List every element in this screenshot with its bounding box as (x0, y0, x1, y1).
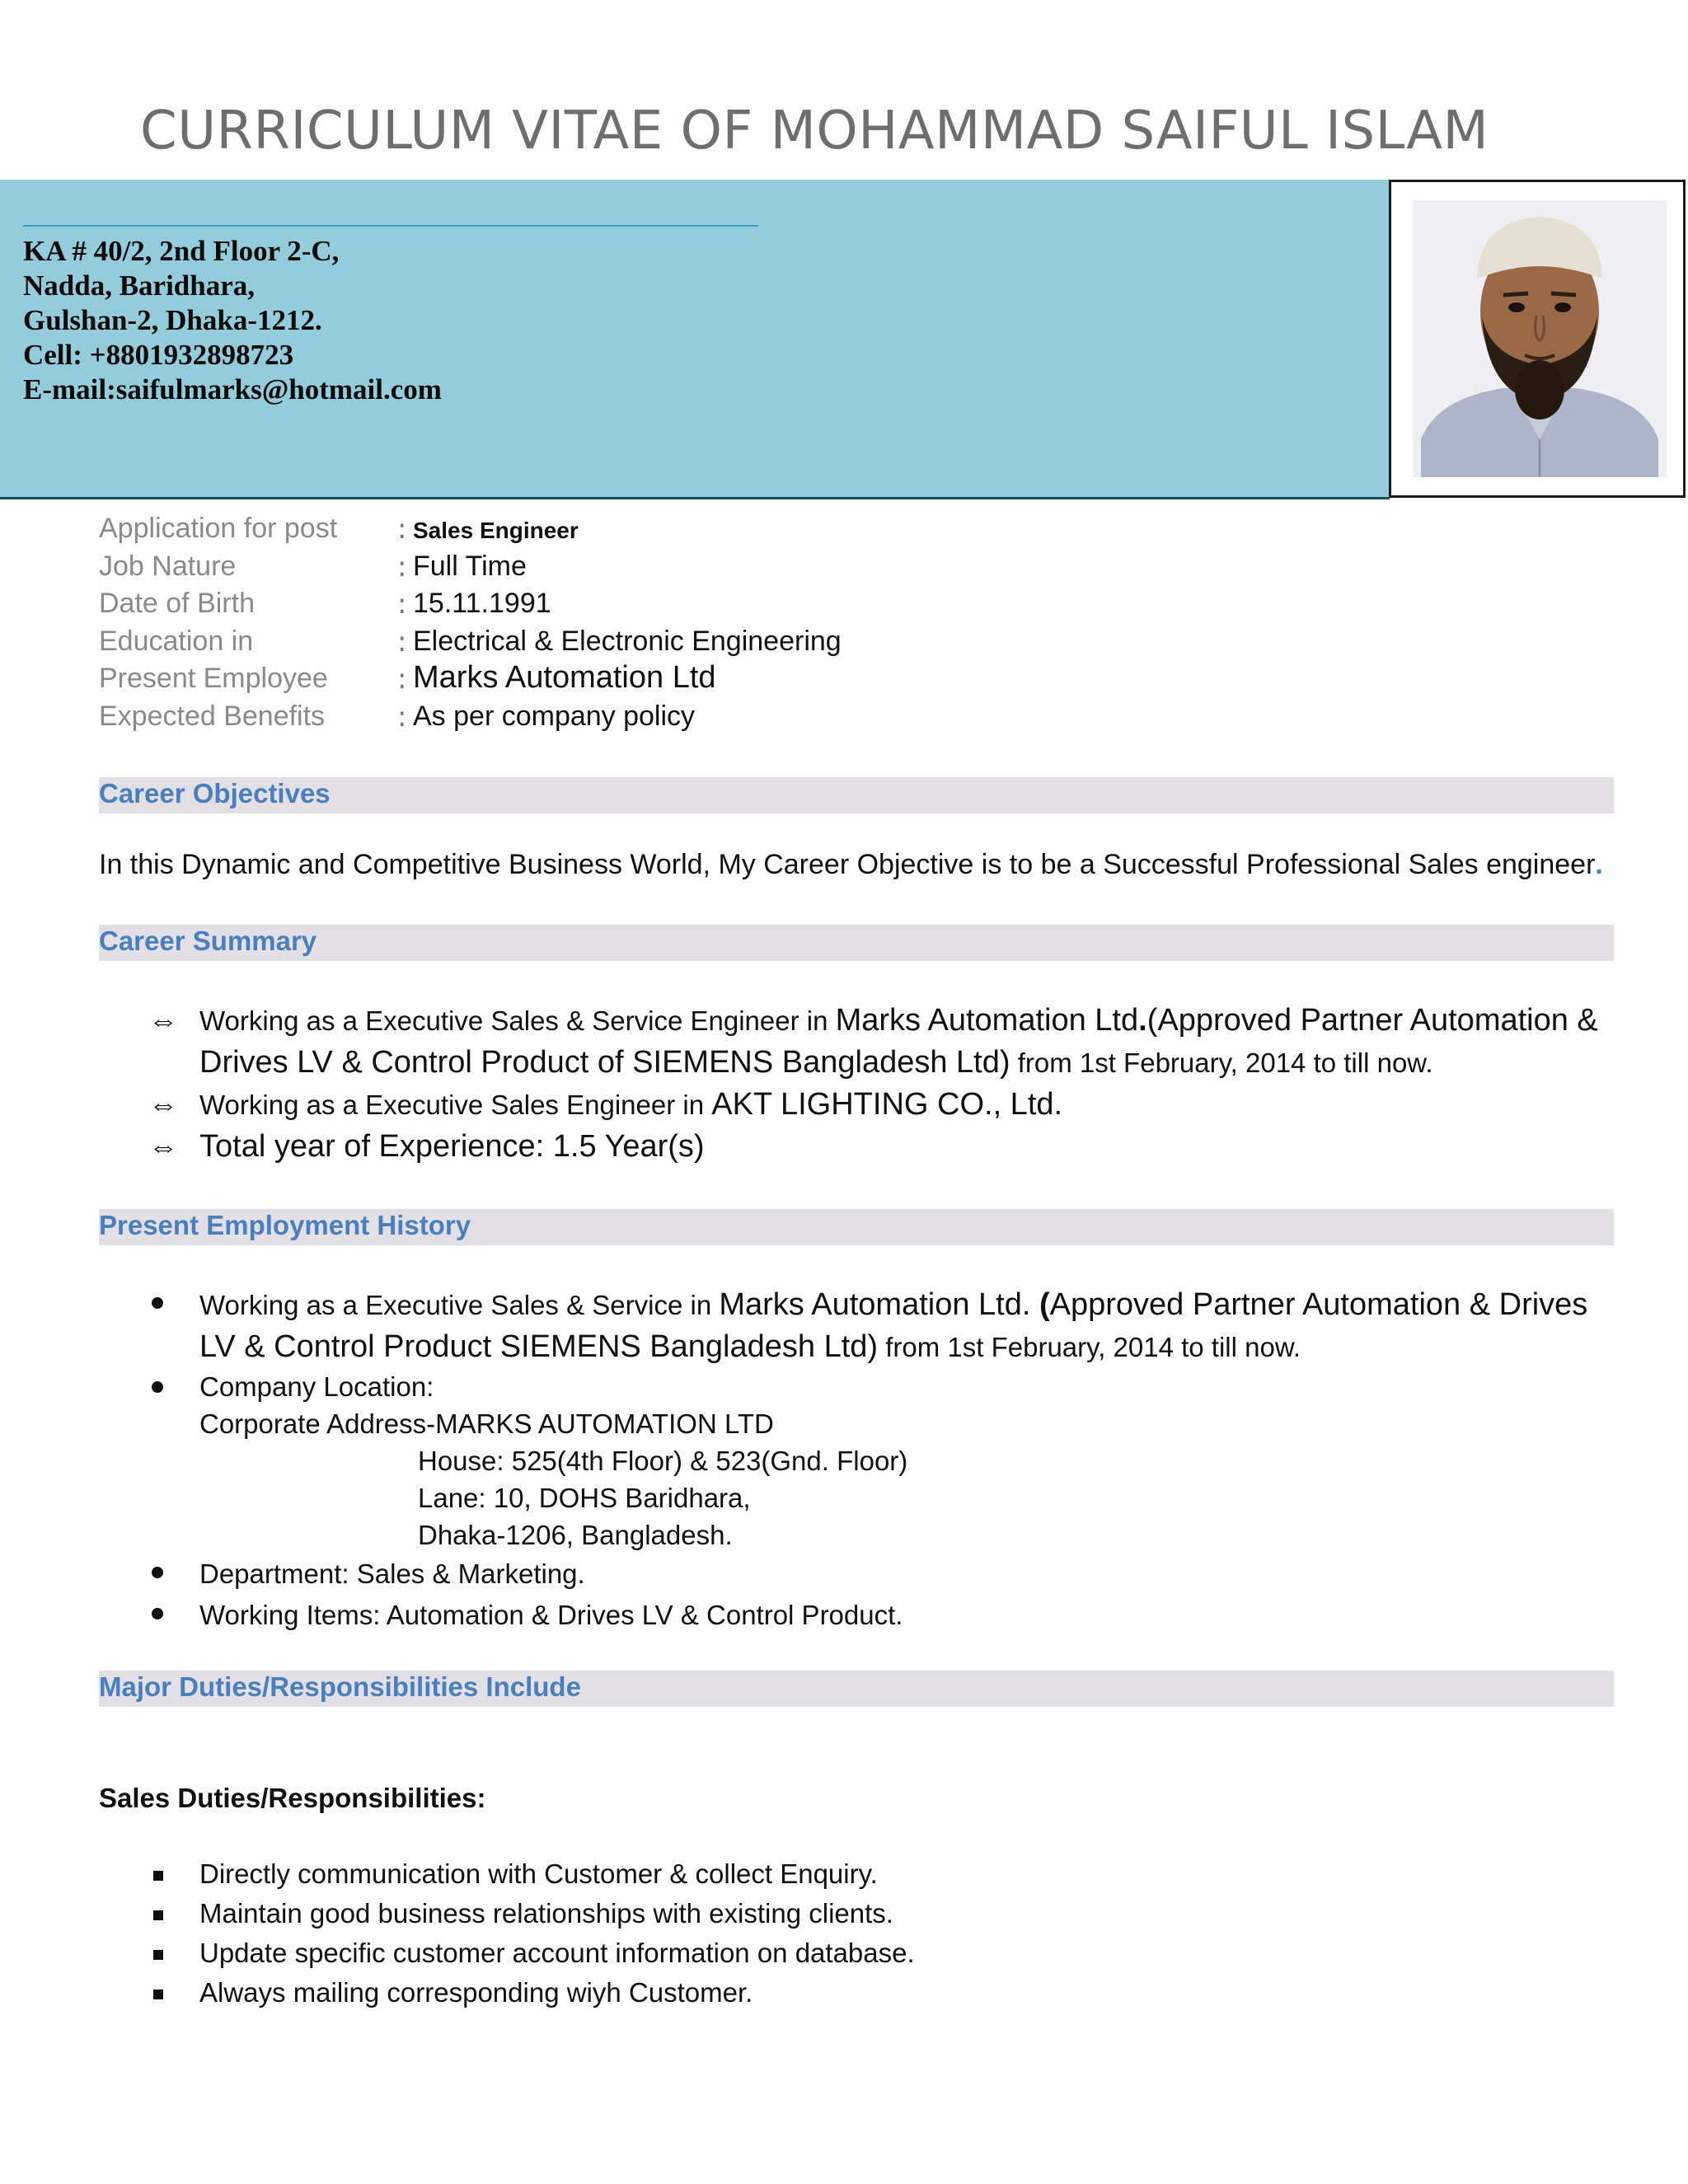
section-header-major-duties (99, 1671, 1614, 1707)
address-line: House: 525(4th Floor) & 523(Gnd. Floor) (418, 1446, 908, 1476)
section-title: Major Duties/Responsibilities Include (99, 1671, 581, 1702)
list-item (148, 1854, 1615, 1894)
square-bullet-icon (153, 1910, 163, 1920)
section-title: Career Summary (99, 926, 317, 956)
duties-list (148, 1854, 1615, 2013)
info-value: Electrical & Electronic Engineering (413, 625, 842, 657)
summary-text: Drives LV & Control Product of SIEMENS Bangladesh Ltd) (199, 1045, 1010, 1080)
section-header-career-objectives (99, 777, 1614, 813)
double-arrow-icon: ⇔ (148, 1087, 178, 1121)
square-bullet-icon (153, 1990, 163, 1999)
company-name: Marks Automation Ltd. (719, 1287, 1039, 1322)
list-item (148, 1933, 1615, 1973)
list-item (148, 1126, 1615, 1168)
info-colon: : (397, 663, 407, 696)
section-title: Career Objectives (99, 778, 331, 808)
info-label: Date of Birth (99, 588, 255, 620)
info-colon: : (397, 550, 407, 583)
profile-photo (1413, 200, 1667, 477)
list-item (148, 1284, 1615, 1368)
career-summary-list (148, 1000, 1615, 1168)
career-objective-text (99, 849, 1603, 881)
email-address: E-mail:saifulmarks@hotmail.com (23, 373, 442, 405)
bullet-icon (152, 1608, 163, 1619)
address-line: Dhaka-1206, Bangladesh. (418, 1520, 733, 1550)
info-value: Marks Automation Ltd (413, 660, 716, 696)
summary-text: . (1138, 1003, 1147, 1038)
employment-text: Working as a Executive Sales & Service in (199, 1290, 720, 1320)
info-label: Expected Benefits (99, 700, 326, 732)
duty-text: Update specific customer account information on database. (199, 1938, 915, 1968)
section-header-career-summary (99, 925, 1614, 961)
page-title: CURRICULUM VITAE OF MOHAMMAD SAIFUL ISLAM (140, 101, 1489, 162)
square-bullet-icon (153, 1871, 163, 1881)
objective-period: . (1595, 849, 1603, 880)
double-arrow-icon: ⇔ (148, 1129, 178, 1163)
profile-photo-frame (1389, 180, 1686, 498)
department-text: Department: Sales & Marketing. (199, 1558, 585, 1589)
address-block (23, 234, 442, 407)
info-label: Present Employee (99, 663, 328, 695)
sales-duties-heading: Sales Duties/Responsibilities: (99, 1783, 486, 1813)
info-value: Sales Engineer (413, 518, 579, 543)
bullet-icon (152, 1381, 163, 1393)
address-line: Nadda, Baridhara, (23, 269, 256, 302)
list-item (148, 1554, 1615, 1595)
employment-text: LV & Control Product SIEMENS Bangladesh Ltd) (199, 1329, 879, 1364)
summary-text: from 1st February, 2014 to till now. (1010, 1047, 1433, 1078)
section-title: Present Employment History (99, 1210, 471, 1240)
summary-text: Working as a Executive Sales & Service Engineer in (199, 1005, 836, 1036)
info-value: 15.11.1991 (413, 588, 551, 620)
summary-text: Working as a Executive Sales Engineer in (199, 1090, 712, 1120)
company-name: Marks Automation Ltd (835, 1003, 1139, 1038)
summary-text: (Approved Partner Automation & (1146, 1003, 1598, 1038)
info-value: Full Time (413, 550, 527, 582)
corporate-address: Corporate Address-MARKS AUTOMATION LTD (199, 1408, 774, 1439)
contact-banner (0, 180, 1390, 499)
employment-text: ( (1039, 1287, 1050, 1322)
info-value: As per company policy (413, 700, 696, 732)
address-line: Lane: 10, DOHS Baridhara, (418, 1483, 751, 1513)
section-header-employment-history (99, 1209, 1614, 1245)
info-colon: : (397, 588, 407, 621)
employment-list (148, 1284, 1615, 1636)
address-line: KA # 40/2, 2nd Floor 2-C, (23, 235, 340, 267)
duty-text: Directly communication with Customer & collect Enquiry. (199, 1858, 878, 1889)
list-item (148, 1894, 1615, 1933)
double-arrow-icon: ⇔ (148, 1003, 178, 1037)
bullet-icon (152, 1567, 163, 1578)
info-label: Job Nature (99, 550, 237, 582)
working-items-text: Working Items: Automation & Drives LV & Control Product. (199, 1600, 903, 1630)
employment-text: from 1st February, 2014 to till now. (878, 1332, 1301, 1362)
location-label: Company Location: (199, 1371, 434, 1402)
divider (23, 225, 758, 227)
cell-number: Cell: +8801932898723 (23, 339, 294, 371)
employment-text: Approved Partner Automation & Drives (1049, 1287, 1588, 1322)
avatar (1413, 200, 1667, 477)
info-colon: : (397, 700, 407, 733)
info-label: Education in (99, 625, 254, 657)
summary-text: Total year of Experience: 1.5 Year(s) (199, 1129, 705, 1164)
bullet-icon (152, 1297, 163, 1309)
square-bullet-icon (153, 1950, 163, 1960)
info-colon: : (397, 625, 407, 658)
list-item (148, 1000, 1615, 1084)
address-line: Gulshan-2, Dhaka-1212. (23, 304, 322, 336)
list-item (148, 1368, 1615, 1554)
list-item (148, 1595, 1615, 1636)
info-label: Application for post (99, 513, 338, 544)
company-name: AKT LIGHTING CO., Ltd. (711, 1087, 1063, 1122)
objective-sentence: In this Dynamic and Competitive Business World, My Career Objective is to be a Successful Professional Sales engineer (99, 849, 1596, 880)
list-item (148, 1973, 1615, 2013)
duty-text: Always mailing corresponding wiyh Customer. (199, 1977, 753, 2008)
info-colon: : (397, 513, 407, 546)
duty-text: Maintain good business relationships with existing clients. (199, 1898, 893, 1929)
list-item (148, 1084, 1615, 1126)
